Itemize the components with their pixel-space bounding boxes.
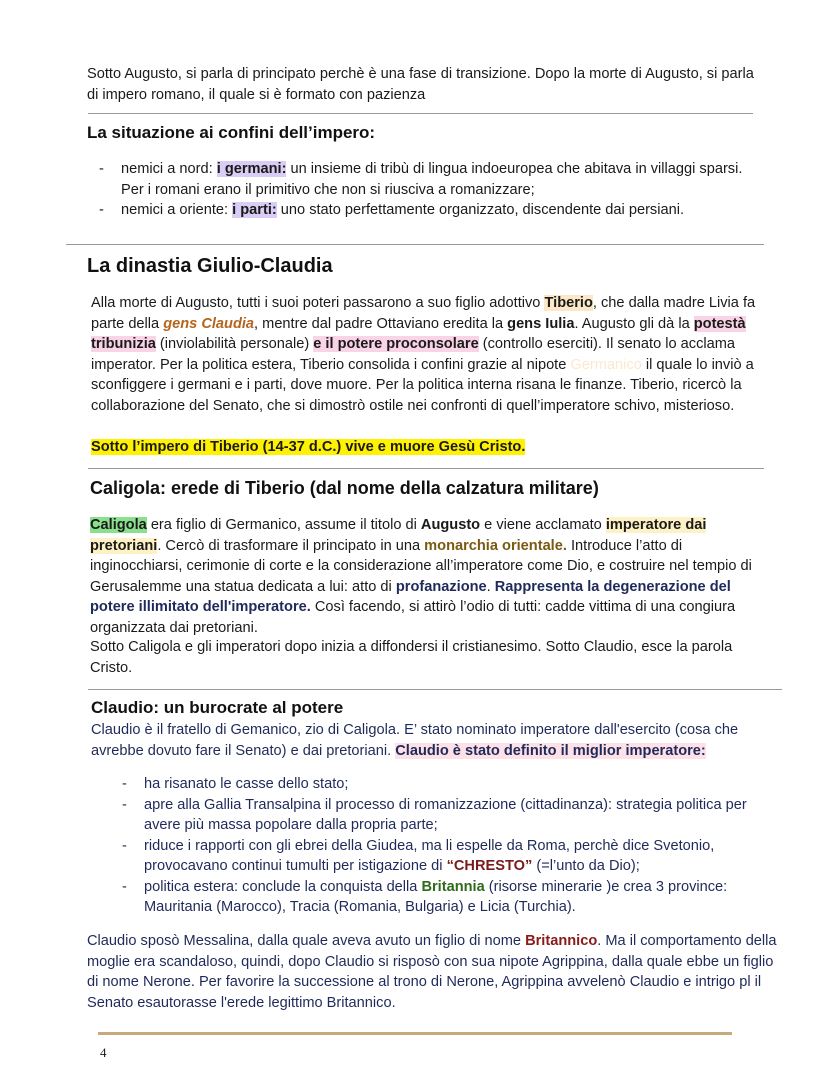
list-item: - ha risanato le casse dello stato; — [110, 774, 765, 795]
section-heading-caligola: Caligola: erede di Tiberio (dal nome della calzatura militare) — [90, 478, 599, 498]
section-heading-confini: La situazione ai confini dell’impero: — [87, 123, 376, 142]
claudio-final-paragraph: Claudio sposò Messalina, dalla quale aveva avuto un figlio di nome Britannico. Ma il comportamento della moglie era scandaloso, quindi, dopo Claudio si risposò con sua nipote Agrippina, dalla quale ebbe un figlio di nome Nerone. Per favorire la successione al trono di Nerone, Agrippina avvelenò Claudio e intrigo pl il Senato esautorasse l'erede legittimo Britannico. — [87, 933, 777, 1011]
divider — [88, 113, 753, 114]
footer-rule — [98, 1032, 732, 1035]
intro-paragraph: Sotto Augusto, si parla di principato perchè è una fase di transizione. Dopo la morte di Augusto, si parla di impero romano, il quale si è formato con pazienza — [87, 66, 754, 103]
claudio-list — [110, 774, 765, 918]
section-heading-claudio: Claudio: un burocrate al potere — [91, 698, 344, 717]
page-title-dinastia: La dinastia Giulio-Claudia — [87, 255, 333, 277]
list-item: - apre alla Gallia Transalpina il processo di romanizzazione (cittadinanza): strategia politica per avere più massa popolare dalla propria parte; — [110, 795, 765, 836]
list-item: - nemici a oriente: i parti: uno stato perfettamente organizzato, discendente dai persiani. — [87, 200, 757, 221]
list-item: - riduce i rapporti con gli ebrei della Giudea, ma li espelle da Roma, perchè dice Svetonio, provocavano continui tumulti per istigazione di “CHRESTO” (=l’unto da Dio); — [110, 836, 765, 877]
dinastia-paragraph: Alla morte di Augusto, tutti i suoi poteri passarono a suo figlio adottivo Tiberio, che dalla madre Livia fa parte della gens Claudia, mentre dal padre Ottaviano eredita la gens Iulia. Augusto gli dà la potestà tribunizia (inviolabilità personale) e il potere proconsolare (controllo eserciti). Il senato lo acclama imperator. Per la politica estera, Tiberio consolida i confini grazie al nipote Germanico il quale lo inviò a sconfiggere i germani e i parti, dove muore. Per la politica interna risana le finanze. Tiberio, ricercò la collaborazione del Senato, che si dimostrò ostile nei confronti di quell’imperatore schivo, misterioso. — [91, 295, 756, 414]
list-item: - nemici a nord: i germani: un insieme di tribù di lingua indoeuropea che abitava in villaggi sparsi. Per i romani erano il primitivo che non si riusciva a romanizzare; — [87, 159, 757, 200]
divider — [88, 468, 764, 469]
page-number: 4 — [100, 1045, 107, 1060]
list-item: - politica estera: conclude la conquista della Britannia (risorse minerarie )e crea 3 province: Mauritania (Marocco), Tracia (Romania, Bulgaria) e Licia (Turchia). — [110, 877, 765, 918]
claudio-intro: Claudio è il fratello di Gemanico, zio di Caligola. E’ stato nominato imperatore dall'esercito (cosa che avrebbe dovuto fare il Senato) e dai pretoriani. Claudio è stato definito il miglior imperatore: — [91, 722, 739, 759]
confini-list — [87, 159, 757, 221]
caligola-paragraph: Caligola era figlio di Germanico, assume il titolo di Augusto e viene acclamato imperatore dai pretoriani. Cercò di trasformare il principato in una monarchia orientale. Introduce l’atto di inginocchiarsi, cerimonie di corte e la considerazione all’imperatore come Dio, e costruire nel tempio di Gerusalemme una statua dedicata a lui: atto di profanazione. Rappresenta la degenerazione del potere illimitato dell'imperatore. Così facendo, si attirò l’odio di tutti: cadde vittima di una congiura organizzata dai pretoriani. — [90, 517, 752, 636]
divider — [88, 689, 782, 690]
divider — [66, 244, 764, 245]
gesu-note: Sotto l’impero di Tiberio (14-37 d.C.) vive e muore Gesù Cristo. — [91, 439, 526, 455]
caligola-note: Sotto Caligola e gli imperatori dopo inizia a diffondersi il cristianesimo. Sotto Claudio, esce la parola Cristo. — [90, 639, 733, 676]
